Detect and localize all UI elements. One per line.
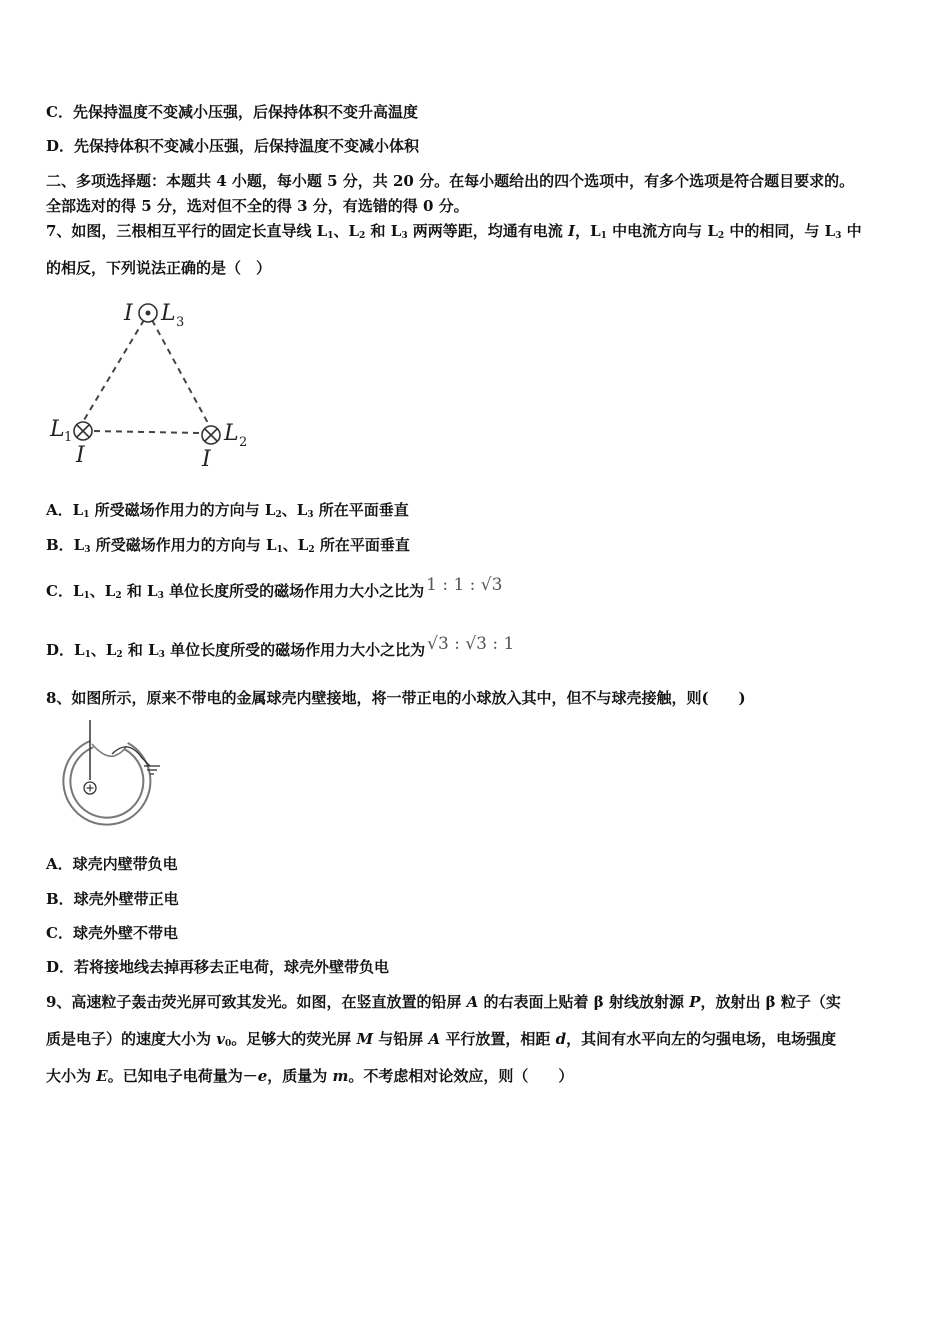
label-l3-sub: 3: [176, 315, 185, 330]
label-i-l3: I: [124, 301, 133, 326]
positive-charge-icon: [84, 782, 96, 794]
section-heading-line1: 二、多项选择题：本题共 4 小题，每小题 5 分，共 20 分。在每小题给出的四个选项中，有多个选项是符合题目要求的。: [46, 172, 855, 190]
wire-l1-cross-icon: [74, 422, 92, 440]
label-l1-sub: 1: [64, 430, 73, 445]
triangle-side-l3-l2: [152, 320, 209, 425]
q7-option-b: B．$L_3$ 所受磁场作用力的方向与 $L_1$、$L_2$ 所在平面垂直: [46, 536, 410, 555]
q8-option-c: C．球壳外壁不带电: [46, 924, 178, 942]
q8-option-d: D．若将接地线去掉再移去正电荷，球壳外壁带负电: [46, 958, 390, 976]
q9-stem-line1: 9、高速粒子轰击荧光屏可致其发光。如图，在竖直放置的铅屏 A 的右表面上贴着 β 射线放射源 P，放射出 β 粒子（实: [46, 993, 841, 1011]
label-i-l1: I: [76, 443, 85, 468]
label-l3: L: [161, 301, 176, 326]
q7-stem-line2: 的相反，下列说法正确的是（ ）: [46, 259, 272, 277]
q7-ratio-c: 1 : 1 : √3: [426, 575, 503, 595]
q8-option-b: B．球壳外壁带正电: [46, 890, 179, 908]
label-l1: L: [50, 417, 65, 442]
label-i-l2: I: [202, 447, 211, 472]
q7-wire-triangle-figure: [44, 290, 264, 475]
label-l2-sub: 2: [239, 435, 248, 450]
q7-stem-line1: 7、如图，三根相互平行的固定长直导线 $L_1$、$L_2$ 和 $L_3$ 两两等距，均通有电流 I，$L_1$ 中电流方向与 $L_2$ 中的相同，与 $L_3$ 中: [46, 222, 862, 241]
q7-option-c: C．$L_1$、$L_2$ 和 $L_3$ 单位长度所受的磁场作用力大小之比为 1 : 1 : √3: [46, 575, 503, 601]
triangle-side-l1-l2: [94, 431, 200, 433]
q7-ratio-d: √3 : √3 : 1: [427, 634, 515, 654]
wire-l3-dot-icon: [139, 304, 157, 322]
q8-grounded-shell-figure: [44, 718, 169, 833]
q7-option-a: A．$L_1$ 所受磁场作用力的方向与 $L_2$、$L_3$ 所在平面垂直: [46, 501, 409, 520]
q6-option-c: C．先保持温度不变减小压强，后保持体积不变升高温度: [46, 103, 418, 121]
label-l2: L: [224, 421, 239, 446]
triangle-side-l3-l1: [84, 320, 144, 420]
q9-stem-line3: 大小为 E。已知电子电荷量为－e，质量为 m。不考虑相对论效应，则（ ）: [46, 1067, 574, 1085]
q6-option-d: D．先保持体积不变减小压强，后保持温度不变减小体积: [46, 137, 420, 155]
q7-option-d: D．$L_1$、$L_2$ 和 $L_3$ 单位长度所受的磁场作用力大小之比为 √3 : √3 : 1: [46, 634, 515, 660]
q9-stem-line2: 质是电子）的速度大小为 $v_0$。足够大的荧光屏 M 与铅屏 A 平行放置，相距 d，其间有水平向左的匀强电场，电场强度: [46, 1030, 837, 1049]
wire-l2-cross-icon: [202, 426, 220, 444]
q8-stem: 8、如图所示，原来不带电的金属球壳内壁接地，将一带正电的小球放入其中，但不与球壳接触，则( ): [46, 689, 746, 707]
q8-option-a: A．球壳内壁带负电: [46, 855, 178, 873]
section-heading-line2: 全部选对的得 5 分，选对但不全的得 3 分，有选错的得 0 分。: [46, 197, 469, 215]
